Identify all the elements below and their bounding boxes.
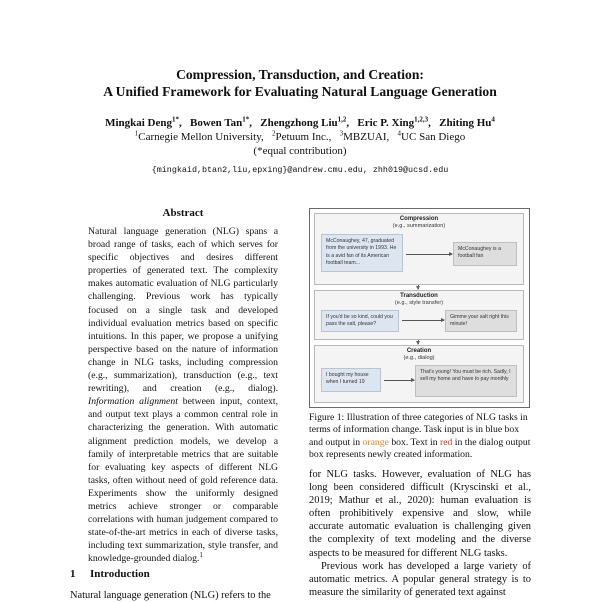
figure-1-caption [309, 412, 531, 462]
affiliation-name: MBZUAI, [343, 131, 390, 143]
creation-panel [314, 345, 524, 403]
abstract-heading: Abstract [162, 207, 204, 219]
caption-orange-word: orange [362, 436, 389, 448]
paper-title-line-2: A Unified Framework for Evaluating Natural Language Generation [103, 84, 497, 99]
affiliation-name: UC San Diego [401, 131, 466, 143]
section-title: Introduction [90, 568, 150, 580]
affiliation-mark: 2 [271, 129, 276, 138]
creation-input-box: I bought my house when I turned 19 [321, 368, 381, 392]
author-affiliation-mark: 1,2,3 [414, 115, 429, 124]
author-name: Bowen Tan [190, 117, 243, 129]
equal-contribution-note: (*equal contribution) [253, 145, 347, 157]
creation-output-box: That's young! You must be rich. Sadly, I sell my home and have to pay monthly [415, 365, 517, 397]
body-paragraph: for NLG tasks. However, evaluation of NLG has long been considered difficult (Kryscinski et al., 2019; Mathur et al., 2020): human evaluation is often prohibitively expensive and slow, while accurate automatic evaluation is challenging given the complexity of text modeling and the diverse aspects to be measured for different NLG tasks. [309, 469, 531, 559]
body-paragraph: Previous work has developed a large variety of automatic metrics. A popular general strategy is to measure the similarity of generated text against [309, 560, 531, 598]
affiliation-mark: 3 [339, 129, 344, 138]
caption-label: Figure 1: [309, 412, 345, 423]
caption-text-2: box. Text in [388, 436, 440, 448]
transduction-input-box: If you'd be so kind, could you pass the salt, please? [321, 310, 399, 332]
compression-arrow [406, 254, 452, 255]
compression-input-box: McConaughey, 47, graduated from the university in 1993. He is a avid fan of its American football team... [321, 234, 403, 272]
section-heading-introduction [70, 568, 150, 580]
right-column-body [309, 468, 531, 599]
down-arrow-icon [418, 340, 419, 344]
author-name: Eric P. Xing [357, 117, 415, 129]
author-affiliation-mark: 1,2 [337, 115, 347, 124]
compression-title: Compression [399, 216, 439, 222]
abstract-emphasis: Information alignment [88, 396, 178, 408]
compression-output-box: McConaughey is a football fan [453, 242, 517, 266]
caption-red-word: red [439, 436, 453, 448]
compression-panel [314, 213, 524, 285]
creation-title: Creation [406, 348, 432, 354]
abstract-body [88, 225, 278, 565]
author-name: Mingkai Deng [105, 117, 173, 129]
footnote-mark: 1 [199, 551, 203, 560]
author-name: Zhengzhong Liu [260, 117, 338, 129]
figure-1-diagram [309, 208, 530, 408]
introduction-first-line: Natural language generation (NLG) refers to the [70, 590, 271, 601]
creation-arrow [384, 380, 414, 381]
caption-text-1: Illustration of three categories of NLG tasks in terms of information change. Task input is in blue box and output in [309, 412, 528, 448]
abstract-text-part-1: Natural language generation (NLG) spans a broad range of tasks, each of which serves for specific objectives and desires different properties of generated text. The complexity makes automatic evaluation of NLG particularly challenging. Previous work has typically focused on a single task and developed individual evaluation metrics based on specific intuitions. In this paper, we propose a unifying perspective based on the nature of information change in NLG tasks, including compression (e.g., summarization), transduction (e.g., text rewriting), and creation (e.g., dialog). [88, 226, 278, 395]
affiliation-list [0, 131, 600, 144]
author-emails: {mingkaid,btan2,liu,epxing}@andrew.cmu.edu, zhh019@ucsd.edu [151, 165, 449, 175]
down-arrow-icon [418, 285, 419, 289]
paper-title-line-1: Compression, Transduction, and Creation: [176, 67, 424, 82]
caption-text-3: in the dialog output box represents newly created information. [309, 436, 531, 461]
transduction-title: Transduction [400, 293, 438, 299]
affiliation-name: Petuum Inc., [275, 131, 332, 143]
affiliation-mark: 4 [397, 129, 402, 138]
author-affiliation-mark: 4 [491, 115, 495, 124]
author-affiliation-mark: 1* [242, 115, 250, 124]
compression-subtitle: (e.g., summarization) [392, 223, 446, 229]
affiliation-name: Carnegie Mellon University, [138, 131, 264, 143]
abstract-text-part-2: between input, context, and output text plays a common central role in characterizing the generation. With automatic alignment prediction models, we develop a family of interpretable metrics that are suitable for evaluating key aspects of different NLG tasks, often without need of gold reference data. Experiments show the uniformly designed metrics achieve stronger or comparable correlations with human judgement compared to state-of-the-art metrics in each of diverse tasks, including text summarization, style transfer, and knowledge-grounded dialog. [88, 396, 279, 565]
affiliation-mark: 1 [134, 129, 139, 138]
author-name: Zhiting Hu [439, 117, 492, 129]
transduction-subtitle: (e.g., style transfer) [394, 300, 444, 306]
author-affiliation-mark: 1* [172, 115, 180, 124]
transduction-output-box: Gimme your salt right this minute! [445, 310, 517, 332]
section-number: 1 [70, 568, 76, 580]
transduction-panel [314, 290, 524, 340]
author-list: Mingkai Deng$^{1*}$, Bowen Tan$^{1*}$, Zhengzhong Liu$^{1,2}$, Eric P. Xing$^{1,2,3}$, Zhiting Hu$^4$ [105, 115, 495, 129]
creation-subtitle: (e.g., dialog) [403, 355, 435, 361]
transduction-arrow [402, 320, 444, 321]
